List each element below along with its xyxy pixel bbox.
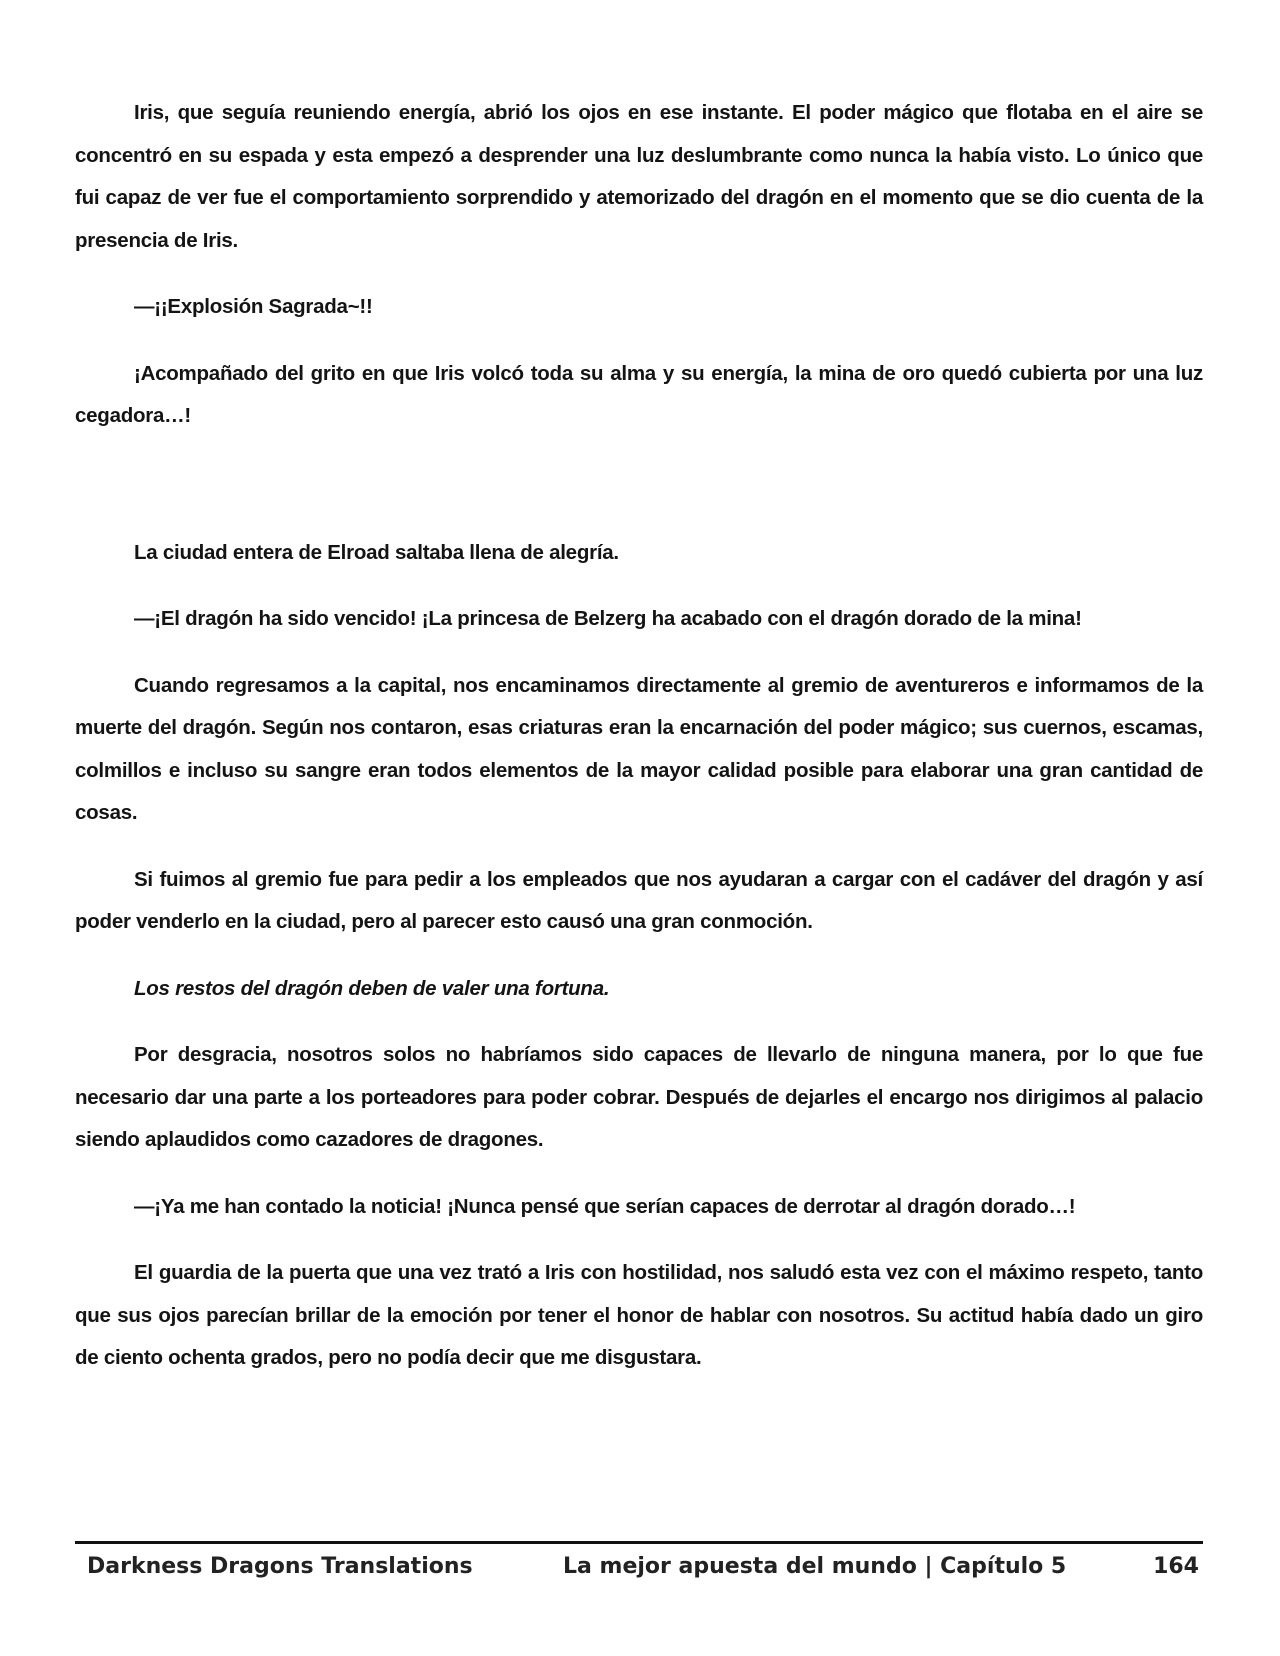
inner-thought: Los restos del dragón deben de valer una fortuna. [134, 976, 610, 1000]
page-body [75, 92, 1203, 1404]
dialogue-line: —¡¡Explosión Sagrada~!! [134, 295, 373, 318]
paragraph: Si fuimos al gremio fue para pedir a los empleados que nos ayudaran a cargar con el cadáver del dragón y así poder venderlo en la ciudad, pero al parecer esto causó una gran conmoción. [75, 867, 1203, 933]
page-number: 164 [1153, 1554, 1199, 1579]
paragraph: Por desgracia, nosotros solos no habríamos sido capaces de llevarlo de ninguna manera, por lo que fue necesario dar una parte a los porteadores para poder cobrar. Después de dejarles el encargo nos dirigimos al palacio siendo aplaudidos como cazadores de dragones. [75, 1043, 1203, 1151]
scene-break [75, 462, 1203, 532]
dialogue-line: —¡El dragón ha sido vencido! ¡La princesa de Belzerg ha acabado con el dragón dorado de la mina! [134, 607, 1082, 630]
footer-divider [75, 1541, 1203, 1544]
paragraph: La ciudad entera de Elroad saltaba llena de alegría. [134, 540, 619, 564]
paragraph: Cuando regresamos a la capital, nos encaminamos directamente al gremio de aventureros e informamos de la muerte del dragón. Según nos contaron, esas criaturas eran la encarnación del poder mágico; sus cuernos, escamas, colmillos e incluso su sangre eran todos elementos de la mayor calidad posible para elaborar una gran cantidad de cosas. [75, 673, 1203, 824]
book-chapter-title: La mejor apuesta del mundo | Capítulo 5 [563, 1554, 1067, 1579]
page-footer [75, 1547, 1203, 1587]
translator-credit: Darkness Dragons Translations [87, 1554, 473, 1579]
paragraph: Iris, que seguía reuniendo energía, abrió los ojos en ese instante. El poder mágico que flotaba en el aire se concentró en su espada y esta empezó a desprender una luz deslumbrante como nunca la había visto. Lo único que fui capaz de ver fue el comportamiento sorprendido y atemorizado del dragón en el momento que se dio cuenta de la presencia de Iris. [75, 101, 1203, 252]
paragraph: ¡Acompañado del grito en que Iris volcó toda su alma y su energía, la mina de oro quedó cubierta por una luz cegadora…! [75, 361, 1203, 427]
paragraph: El guardia de la puerta que una vez trató a Iris con hostilidad, nos saludó esta vez con el máximo respeto, tanto que sus ojos parecían brillar de la emoción por tener el honor de hablar con nosotros. Su actitud había dado un giro de ciento ochenta grados, pero no podía decir que me disgustara. [75, 1261, 1203, 1369]
dialogue-line: —¡Ya me han contado la noticia! ¡Nunca pensé que serían capaces de derrotar al dragón dorado…! [134, 1194, 1076, 1218]
